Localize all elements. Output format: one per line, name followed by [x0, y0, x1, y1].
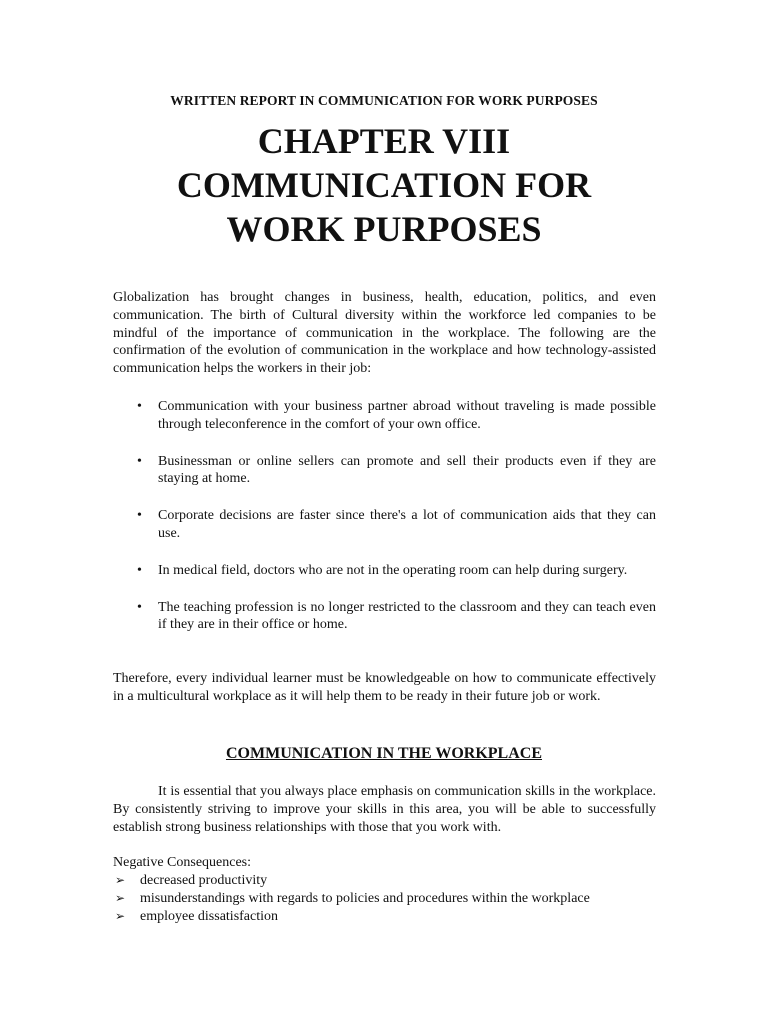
- section-paragraph: It is essential that you always place emphasis on communication skills in the workplace. By consistently striving to improve your skills in this area, you will be able to successfully establish strong business relationships with those that you work with.: [113, 784, 656, 835]
- bullet-icon: •: [137, 562, 142, 578]
- list-item-text: decreased productivity: [140, 873, 268, 888]
- bullet-icon: •: [137, 453, 142, 469]
- negative-consequences-list: [113, 872, 673, 925]
- bullet-icon: •: [137, 508, 142, 524]
- chapter-title: [0, 119, 768, 251]
- negative-consequences-label: Negative Consequences:: [113, 855, 252, 870]
- bullet-item: [113, 562, 656, 580]
- list-item: [113, 872, 673, 890]
- arrow-bullet-icon: ➢: [115, 908, 126, 923]
- chapter-title-line-1: CHAPTER VIII: [257, 121, 511, 161]
- bullet-item: [113, 398, 656, 434]
- bullet-item: [113, 453, 656, 489]
- chapter-title-line-2: COMMUNICATION FOR: [176, 165, 592, 205]
- closing-paragraph: Therefore, every individual learner must be knowledgeable on how to communicate effectively in a multicultural workplace as it will help them to be ready in their future job or work.: [113, 671, 656, 704]
- list-item-text: misunderstandings with regards to policies and procedures within the workplace: [140, 890, 590, 906]
- bullet-text: Businessman or online sellers can promote and sell their products even if they are staying at home.: [158, 453, 656, 487]
- arrow-bullet-icon: ➢: [115, 890, 126, 905]
- bullet-text: The teaching profession is no longer restricted to the classroom and they can teach even if they are in their office or home.: [158, 599, 656, 633]
- list-item-text: employee dissatisfaction: [140, 908, 279, 924]
- bullet-item: [113, 507, 656, 543]
- bullet-text: Corporate decisions are faster since there's a lot of communication aids that they can use.: [158, 508, 656, 541]
- bullet-text: In medical field, doctors who are not in the operating room can help during surgery.: [158, 562, 628, 578]
- bullet-item: [113, 599, 656, 635]
- arrow-bullet-icon: ➢: [115, 873, 126, 887]
- technology-bullet-list: [113, 398, 656, 653]
- bullet-icon: •: [137, 599, 142, 615]
- intro-paragraph: Globalization has brought changes in business, health, education, politics, and even communication. The birth of Cultural diversity within the workforce led companies to be mindful of the importance of communication in the workplace. The following are the confirmation of the evolution of communication in the workplace and how technology-assisted communication helps the workers in their job:: [113, 290, 656, 377]
- bullet-icon: •: [137, 399, 142, 414]
- section-heading: COMMUNICATION IN THE WORKPLACE: [225, 745, 543, 762]
- report-header: WRITTEN REPORT IN COMMUNICATION FOR WORK PURPOSES: [170, 93, 598, 108]
- chapter-title-line-3: WORK PURPOSES: [226, 209, 542, 249]
- bullet-text: Communication with your business partner abroad without traveling is made possible through teleconference in the comfort of your own office.: [158, 399, 656, 432]
- list-item: [113, 908, 673, 926]
- list-item: [113, 890, 673, 908]
